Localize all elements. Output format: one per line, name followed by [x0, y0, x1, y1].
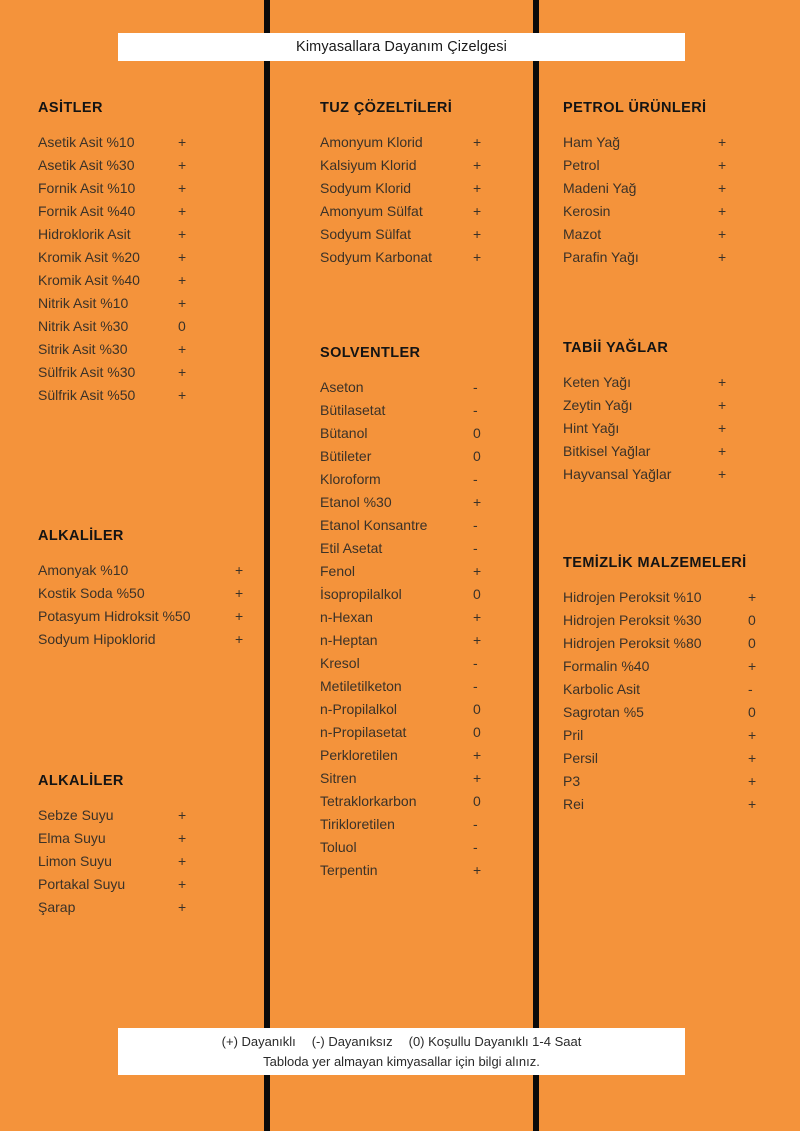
resistance-rating: + [235, 631, 244, 647]
resistance-rating: - [473, 379, 478, 395]
chemical-name: Madeni Yağ [563, 180, 637, 196]
chemical-name: Metiletilketon [320, 678, 402, 694]
chemical-row [320, 540, 520, 563]
chemical-name: n-Heptan [320, 632, 378, 648]
chemical-row [38, 226, 248, 249]
chemical-name: Sodyum Karbonat [320, 249, 433, 265]
chemical-row [563, 134, 768, 157]
resistance-rating: + [473, 747, 482, 763]
chemical-row [563, 249, 768, 272]
section-petrol-urunleri [563, 100, 768, 272]
chemical-row [320, 678, 520, 701]
chemical-name: P3 [563, 773, 581, 789]
chemical-row [38, 249, 248, 272]
resistance-rating: + [473, 226, 482, 242]
chemical-row [38, 876, 248, 899]
chemical-name: Keten Yağı [563, 374, 631, 390]
resistance-rating: - [473, 655, 478, 671]
chemical-row [320, 425, 520, 448]
resistance-rating: - [473, 402, 478, 418]
chemical-name: Amonyum Klorid [320, 134, 423, 150]
chemical-row [320, 517, 520, 540]
resistance-rating: + [748, 589, 757, 605]
resistance-rating: 0 [473, 425, 481, 441]
section-rows [38, 134, 248, 410]
section-alkaliler-1 [38, 528, 248, 654]
chemical-row [563, 750, 768, 773]
chemical-name: Asetik Asit %10 [38, 134, 135, 150]
chemical-row [320, 203, 520, 226]
resistance-rating: + [473, 862, 482, 878]
title-banner [118, 33, 685, 61]
resistance-rating: 0 [473, 724, 481, 740]
chemical-name: Sebze Suyu [38, 807, 114, 823]
resistance-rating: + [178, 134, 187, 150]
resistance-rating: - [473, 839, 478, 855]
resistance-rating: + [718, 420, 727, 436]
chemical-row [38, 853, 248, 876]
page-title: Kimyasallara Dayanım Çizelgesi [296, 39, 507, 55]
chemical-name: Amonyak %10 [38, 562, 129, 578]
chemical-row [563, 466, 768, 489]
chemical-row [320, 471, 520, 494]
resistance-rating: + [748, 727, 757, 743]
chemical-name: Hidrojen Peroksit %80 [563, 635, 702, 651]
chemical-row [563, 681, 768, 704]
resistance-rating: + [748, 750, 757, 766]
resistance-rating: - [473, 678, 478, 694]
resistance-rating: - [473, 816, 478, 832]
chemical-name: Sülfrik Asit %30 [38, 364, 136, 380]
chemical-row [320, 747, 520, 770]
chemical-name: Amonyum Sülfat [320, 203, 423, 219]
chemical-row [320, 249, 520, 272]
resistance-rating: + [178, 249, 187, 265]
resistance-rating: + [718, 466, 727, 482]
chemical-name: n-Propilalkol [320, 701, 398, 717]
section-rows [563, 589, 768, 819]
resistance-rating: + [178, 876, 187, 892]
chemical-name: Pril [563, 727, 584, 743]
chemical-name: Potasyum Hidroksit %50 [38, 608, 191, 624]
chemical-name: Mazot [563, 226, 602, 242]
chemical-name: Tetraklorkarbon [320, 793, 417, 809]
resistance-rating: + [718, 249, 727, 265]
resistance-rating: - [473, 517, 478, 533]
chemical-row [320, 134, 520, 157]
chemical-name: Kostik Soda %50 [38, 585, 145, 601]
chemical-row [320, 494, 520, 517]
chemical-row [563, 612, 768, 635]
chemical-name: Şarap [38, 899, 76, 915]
resistance-rating: + [178, 830, 187, 846]
chemical-name: Aseton [320, 379, 364, 395]
legend-item: (-) Dayanıksız [311, 1033, 393, 1049]
resistance-rating: + [178, 180, 187, 196]
resistance-rating: + [718, 443, 727, 459]
resistance-rating: + [178, 899, 187, 915]
resistance-rating: - [473, 540, 478, 556]
chemical-row [563, 157, 768, 180]
legend-line-symbols [222, 1032, 582, 1052]
chemical-name: Elma Suyu [38, 830, 106, 846]
chemical-row [38, 134, 248, 157]
chemical-name: Hint Yağı [563, 420, 620, 436]
chemical-name: Rei [563, 796, 585, 812]
resistance-rating: 0 [748, 612, 756, 628]
resistance-rating: + [473, 770, 482, 786]
chemical-name: Sitrik Asit %30 [38, 341, 128, 357]
chemical-row [320, 586, 520, 609]
chemical-row [563, 203, 768, 226]
chemical-row [563, 443, 768, 466]
chemical-row [38, 364, 248, 387]
resistance-rating: + [748, 773, 757, 789]
chemical-row [38, 180, 248, 203]
chemical-row [563, 727, 768, 750]
section-heading: TUZ ÇÖZELTİLERİ [320, 100, 453, 116]
section-tuz-cozeltileri [320, 100, 520, 272]
chemical-name: Perkloretilen [320, 747, 398, 763]
chemical-name: Nitrik Asit %10 [38, 295, 129, 311]
chemical-row [563, 397, 768, 420]
chemical-name: Persil [563, 750, 599, 766]
chemical-name: Tirikloretilen [320, 816, 395, 832]
chemical-row [320, 180, 520, 203]
section-asitler [38, 100, 248, 410]
resistance-rating: 0 [748, 704, 756, 720]
resistance-rating: + [473, 609, 482, 625]
resistance-rating: + [473, 249, 482, 265]
resistance-rating: 0 [473, 701, 481, 717]
chemical-row [320, 379, 520, 402]
chemical-row [320, 839, 520, 862]
chemical-row [38, 830, 248, 853]
resistance-rating: + [235, 585, 244, 601]
chemical-name: Sülfrik Asit %50 [38, 387, 136, 403]
chemical-name: Bitkisel Yağlar [563, 443, 651, 459]
chemical-row [320, 862, 520, 885]
chemical-row [38, 807, 248, 830]
resistance-rating: + [178, 364, 187, 380]
legend-panel [118, 1028, 685, 1075]
chemical-name: İsopropilalkol [320, 586, 402, 602]
chemical-name: Etil Asetat [320, 540, 383, 556]
chemical-name: Kromik Asit %20 [38, 249, 140, 265]
chemical-name: Limon Suyu [38, 853, 112, 869]
chemical-row [38, 157, 248, 180]
resistance-rating: + [473, 563, 482, 579]
chemical-name: Portakal Suyu [38, 876, 126, 892]
section-heading: SOLVENTLER [320, 345, 421, 361]
chemical-row [320, 655, 520, 678]
chemical-name: Hayvansal Yağlar [563, 466, 672, 482]
resistance-rating: + [473, 494, 482, 510]
section-rows [320, 379, 520, 885]
chemical-row [320, 157, 520, 180]
chemical-row [38, 387, 248, 410]
resistance-rating: + [473, 632, 482, 648]
chemical-name: Nitrik Asit %30 [38, 318, 129, 334]
section-rows [563, 134, 768, 272]
legend-item: (0) Koşullu Dayanıklı 1-4 Saat [408, 1033, 582, 1049]
section-rows [563, 374, 768, 489]
chemical-name: Kerosin [563, 203, 611, 219]
chemical-row [320, 632, 520, 655]
chemical-row [563, 180, 768, 203]
chemical-row [38, 272, 248, 295]
resistance-rating: + [748, 658, 757, 674]
chemical-name: Kresol [320, 655, 360, 671]
resistance-rating: 0 [473, 793, 481, 809]
resistance-rating: + [718, 180, 727, 196]
resistance-rating: + [718, 397, 727, 413]
chemical-row [38, 203, 248, 226]
chemical-row [38, 562, 248, 585]
chemical-name: Fornik Asit %10 [38, 180, 136, 196]
resistance-rating: + [178, 295, 187, 311]
chemical-name: Sagrotan %5 [563, 704, 644, 720]
chemical-name: Parafin Yağı [563, 249, 639, 265]
chemical-name: Sodyum Hipoklorid [38, 631, 156, 647]
resistance-rating: + [718, 157, 727, 173]
chemical-name: Ham Yağ [563, 134, 621, 150]
chemical-row [38, 585, 248, 608]
section-heading: ALKALİLER [38, 773, 124, 789]
chemical-row [320, 816, 520, 839]
resistance-rating: + [473, 180, 482, 196]
chemical-name: Sitren [320, 770, 357, 786]
chemical-name: Kloroform [320, 471, 381, 487]
resistance-rating: + [178, 341, 187, 357]
chemical-row [320, 448, 520, 471]
chemical-name: Toluol [320, 839, 357, 855]
resistance-rating: + [178, 203, 187, 219]
resistance-rating: - [748, 681, 753, 697]
section-solventler [320, 345, 520, 885]
chemical-row [320, 563, 520, 586]
chemical-name: Bütanol [320, 425, 368, 441]
section-alkaliler-2 [38, 773, 248, 922]
chemical-name: Hidrojen Peroksit %10 [563, 589, 702, 605]
chemical-row [38, 318, 248, 341]
chemical-name: Zeytin Yağı [563, 397, 633, 413]
chemical-row [563, 658, 768, 681]
chemical-name: Hidroklorik Asit [38, 226, 131, 242]
chemical-row [563, 374, 768, 397]
chemical-row [320, 226, 520, 249]
chemical-row [320, 724, 520, 747]
resistance-rating: 0 [473, 586, 481, 602]
chemical-row [320, 770, 520, 793]
chemical-name: Asetik Asit %30 [38, 157, 135, 173]
resistance-rating: 0 [178, 318, 186, 334]
chemical-name: Fornik Asit %40 [38, 203, 136, 219]
chemical-row [38, 608, 248, 631]
resistance-rating: + [235, 608, 244, 624]
chemical-name: n-Hexan [320, 609, 373, 625]
chemical-row [320, 609, 520, 632]
resistance-rating: + [235, 562, 244, 578]
legend-item: (+) Dayanıklı [221, 1033, 296, 1049]
chemical-row [320, 701, 520, 724]
chemical-name: Sodyum Klorid [320, 180, 412, 196]
section-rows [320, 134, 520, 272]
resistance-rating: + [718, 203, 727, 219]
resistance-rating: + [473, 134, 482, 150]
chemical-name: Petrol [563, 157, 600, 173]
chemical-name: Kromik Asit %40 [38, 272, 140, 288]
resistance-rating: + [178, 157, 187, 173]
chemical-row [563, 796, 768, 819]
section-heading: ALKALİLER [38, 528, 124, 544]
chemical-name: Formalin %40 [563, 658, 650, 674]
chemical-name: Etanol %30 [320, 494, 392, 510]
chemical-row [320, 402, 520, 425]
chemical-row [563, 773, 768, 796]
chemical-name: Sodyum Sülfat [320, 226, 412, 242]
section-heading: ASİTLER [38, 100, 103, 116]
chemical-row [38, 631, 248, 654]
section-rows [38, 562, 248, 654]
chemical-name: Terpentin [320, 862, 378, 878]
legend-line-note: Tabloda yer almayan kimyasallar için bilgi alınız. [263, 1053, 540, 1069]
resistance-rating: + [748, 796, 757, 812]
chemical-name: Bütileter [320, 448, 372, 464]
resistance-rating: 0 [473, 448, 481, 464]
chemical-row [563, 226, 768, 249]
chemical-row [563, 635, 768, 658]
chemical-name: Karbolic Asit [563, 681, 641, 697]
chemical-row [563, 420, 768, 443]
section-heading: PETROL ÜRÜNLERİ [563, 100, 707, 116]
section-tabii-yaglar [563, 340, 768, 489]
resistance-rating: + [178, 387, 187, 403]
chemical-row [563, 589, 768, 612]
section-heading: TEMİZLİK MALZEMELERİ [563, 555, 747, 571]
chemical-name: Hidrojen Peroksit %30 [563, 612, 702, 628]
resistance-rating: + [178, 226, 187, 242]
resistance-rating: + [473, 157, 482, 173]
chemical-name: Fenol [320, 563, 356, 579]
chemical-row [320, 793, 520, 816]
chemical-row [563, 704, 768, 727]
resistance-rating: + [178, 853, 187, 869]
section-rows [38, 807, 248, 922]
chemical-name: Bütilasetat [320, 402, 386, 418]
chemical-row [38, 341, 248, 364]
section-heading: TABİİ YAĞLAR [563, 340, 669, 356]
resistance-rating: + [718, 226, 727, 242]
resistance-rating: + [178, 807, 187, 823]
chemical-row [38, 295, 248, 318]
chemical-row [38, 899, 248, 922]
section-temizlik-malzemeleri [563, 555, 768, 819]
resistance-rating: + [178, 272, 187, 288]
resistance-rating: 0 [748, 635, 756, 651]
resistance-rating: + [473, 203, 482, 219]
resistance-rating: + [718, 134, 727, 150]
resistance-rating: - [473, 471, 478, 487]
chemical-name: n-Propilasetat [320, 724, 407, 740]
resistance-rating: + [718, 374, 727, 390]
chemical-name: Kalsiyum Klorid [320, 157, 417, 173]
chemical-name: Etanol Konsantre [320, 517, 428, 533]
